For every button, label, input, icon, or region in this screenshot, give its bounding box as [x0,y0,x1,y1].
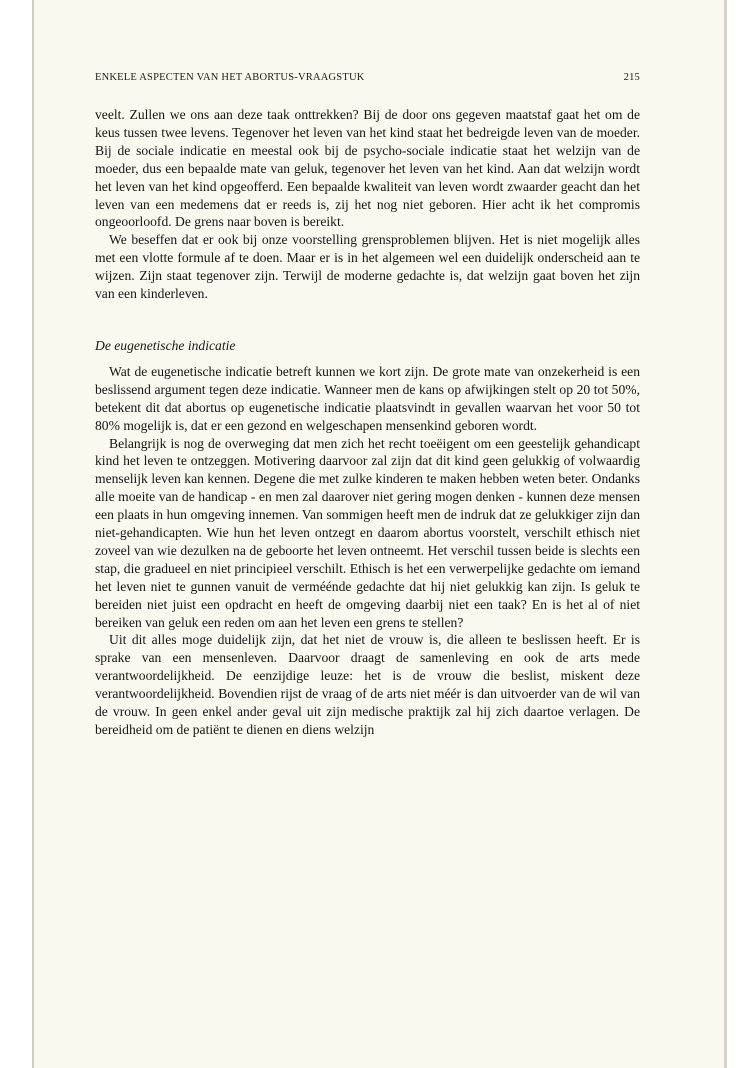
running-title: ENKELE ASPECTEN VAN HET ABORTUS-VRAAGSTUK [95,72,365,83]
spacer [95,303,640,337]
paragraph-5: Uit dit alles moge duidelijk zijn, dat het niet de vrouw is, die alleen te beslissen heeft. Er is sprake van een mensenleven. Daarvoor draagt de samenleving en ook de arts mede verantwoordelijkheid. De eenzijdige leuze: het is de vrouw die beslist, miskent deze verantwoordelijkheid. Bovendien rijst de vraag of de arts niet méér is dan uitvoerder van de wil van de vrouw. In geen enkel ander geval uit zijn medische praktijk zal hij zich daartoe verlagen. De bereidheid om de patiënt te dienen en diens welzijn [95,632,640,737]
paragraph-3: Wat de eugenetische indicatie betreft kunnen we kort zijn. De grote mate van onzekerheid is een beslissend argument tegen deze indicatie. Wanneer men de kans op afwijkingen stelt op 20 tot 50%, betekent dit dat abortus op eugenetische indicatie plaatsvindt in gevallen waarvan het voor 50 tot 80% mogelijk is, dat er een gezond en welgeschapen mensenkind geboren wordt. [95,363,640,433]
paragraph-4: Belangrijk is nog de overweging dat men zich het recht toeëigent om een geestelijk gehandicapt kind het leven te ontzeggen. Motivering daarvoor zal zijn dat dit kind geen gelukkig of volwaardig menselijk leven kan kennen. Degene die met zulke kinderen te maken hebben weten beter. Ondanks alle moeite van de handicap - en men zal daarover niet gering mogen denken - kunnen deze mensen een plaats in hun omgeving innemen. Van sommigen heeft men de indruk dat ze gelukkiger zijn dan niet-gehandicapten. Wie hun het leven ontzegt en daarom abortus voorstelt, verschilt ethisch niet zoveel van wie dezulken na de geboorte het leven ontneemt. Het verschil tussen beide is slechts een stap, die gradueel en niet principieel verschilt. Ethisch is het een verwerpelijke gedachte om iemand het leven niet te gunnen vanuit de verméénde gedachte dat hij niet gelukkig kan zijn. Is geluk te bereiden niet juist een opdracht en heeft de omgeving daarbij niet een taak? En is het al of niet bereiken van geluk een reden om aan het leven een grens te stellen? [95,435,640,630]
page-number: 215 [623,72,640,83]
paragraph-2: We beseffen dat er ook bij onze voorstelling grensproblemen blijven. Het is niet mogelijk alles met een vlotte formule af te doen. Maar er is in het algemeen wel een duidelijk onderscheid aan te wijzen. Zijn staat tegenover zijn. Terwijl de moderne gedachte is, dat welzijn gaat boven het zijn van een kinderleven. [95,232,640,302]
page-edge-right [724,0,727,1068]
section-heading: De eugenetische indicatie [95,337,236,353]
page-body [95,106,640,739]
spacer [95,355,640,363]
paragraph-1: veelt. Zullen we ons aan deze taak onttrekken? Bij de door ons gegeven maatstaf gaat het om de keus tussen twee levens. Tegenover het leven van het kind staat het bedreigde leven van de moeder. Bij de sociale indicatie en meestal ook bij de psycho-sociale indicatie staat het welzijn van de moeder, dus een bepaalde mate van geluk, tegenover het leven van het kind. Aan dat welzijn wordt het leven van het kind opgeofferd. Een bepaalde kwaliteit van leven wordt zwaarder geacht dan het leven van een medemens dat er reeds is, zij het nog niet geboren. Hier acht ik het compromis ongeoorloofd. De grens naar boven is bereikt. [95,107,640,230]
